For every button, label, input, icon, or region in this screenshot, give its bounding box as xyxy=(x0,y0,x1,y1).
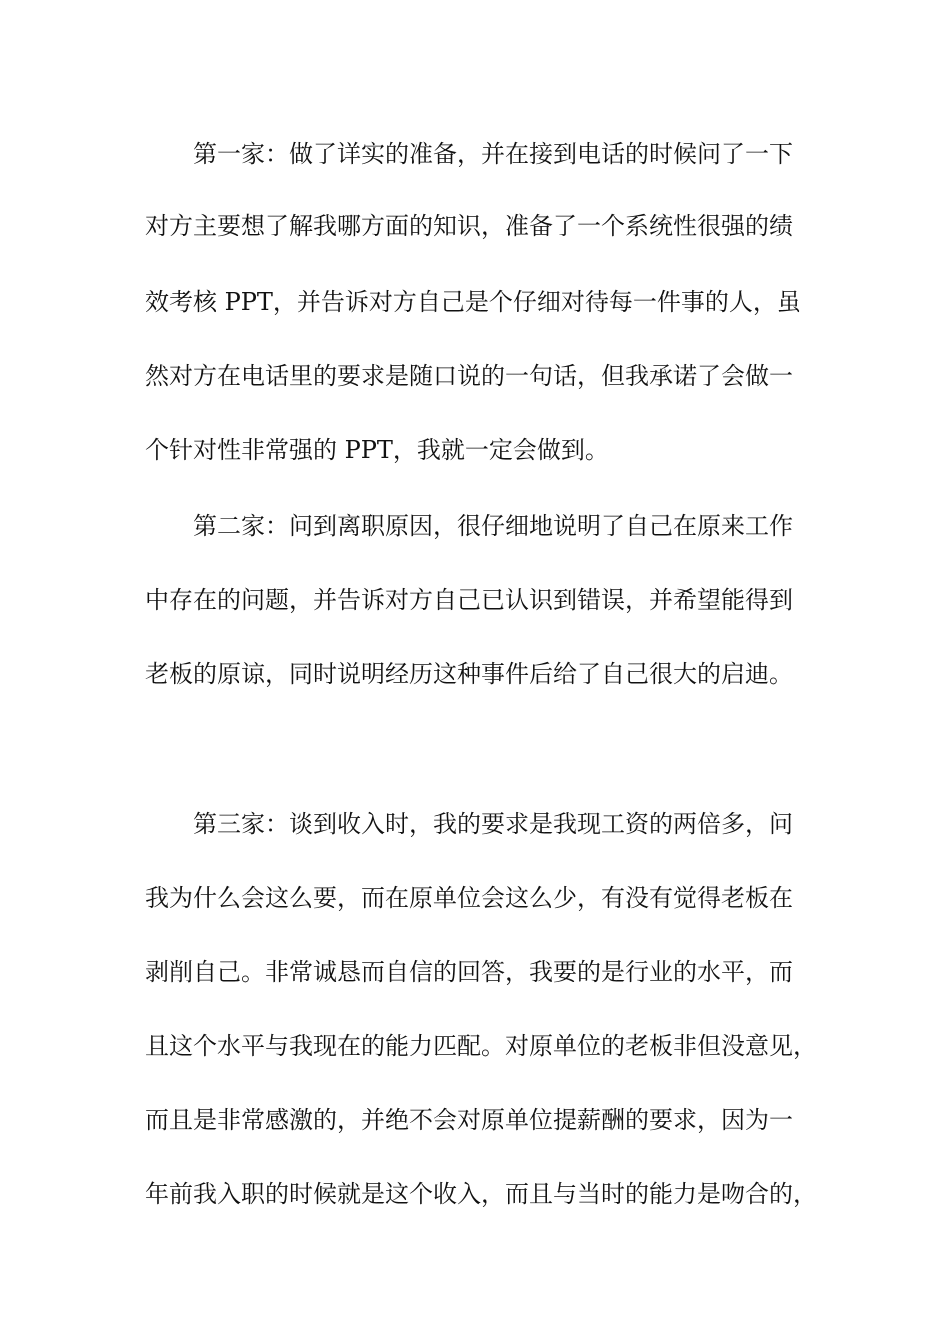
paragraph-1-line-1: 第一家：做了详实的准备，并在接到电话的时候问了一下 xyxy=(193,140,793,168)
paragraph-1-line-3: 效考核 PPT，并告诉对方自己是个仔细对待每一件事的人，虽 xyxy=(145,288,801,316)
paragraph-2-line-1: 第二家：问到离职原因，很仔细地说明了自己在原来工作 xyxy=(193,512,793,540)
paragraph-3-line-2: 我为什么会这么要，而在原单位会这么少，有没有觉得老板在 xyxy=(145,884,793,912)
paragraph-1-line-2: 对方主要想了解我哪方面的知识，准备了一个系统性很强的绩 xyxy=(145,212,793,240)
paragraph-3-line-6: 年前我入职的时候就是这个收入，而且与当时的能力是吻合的， xyxy=(145,1180,817,1208)
paragraph-2-line-3: 老板的原谅，同时说明经历这种事件后给了自己很大的启迪。 xyxy=(145,660,793,688)
paragraph-1-line-4: 然对方在电话里的要求是随口说的一句话，但我承诺了会做一 xyxy=(145,362,793,390)
paragraph-3-line-4: 且这个水平与我现在的能力匹配。对原单位的老板非但没意见， xyxy=(145,1032,817,1060)
paragraph-3-line-3: 剥削自己。非常诚恳而自信的回答，我要的是行业的水平，而 xyxy=(145,958,793,986)
paragraph-3-line-1: 第三家：谈到收入时，我的要求是我现工资的两倍多，问 xyxy=(193,810,793,838)
paragraph-2-line-2: 中存在的问题，并告诉对方自己已认识到错误，并希望能得到 xyxy=(145,586,793,614)
paragraph-3-line-5: 而且是非常感激的，并绝不会对原单位提薪酬的要求，因为一 xyxy=(145,1106,793,1134)
paragraph-1-line-5: 个针对性非常强的 PPT，我就一定会做到。 xyxy=(145,436,609,464)
